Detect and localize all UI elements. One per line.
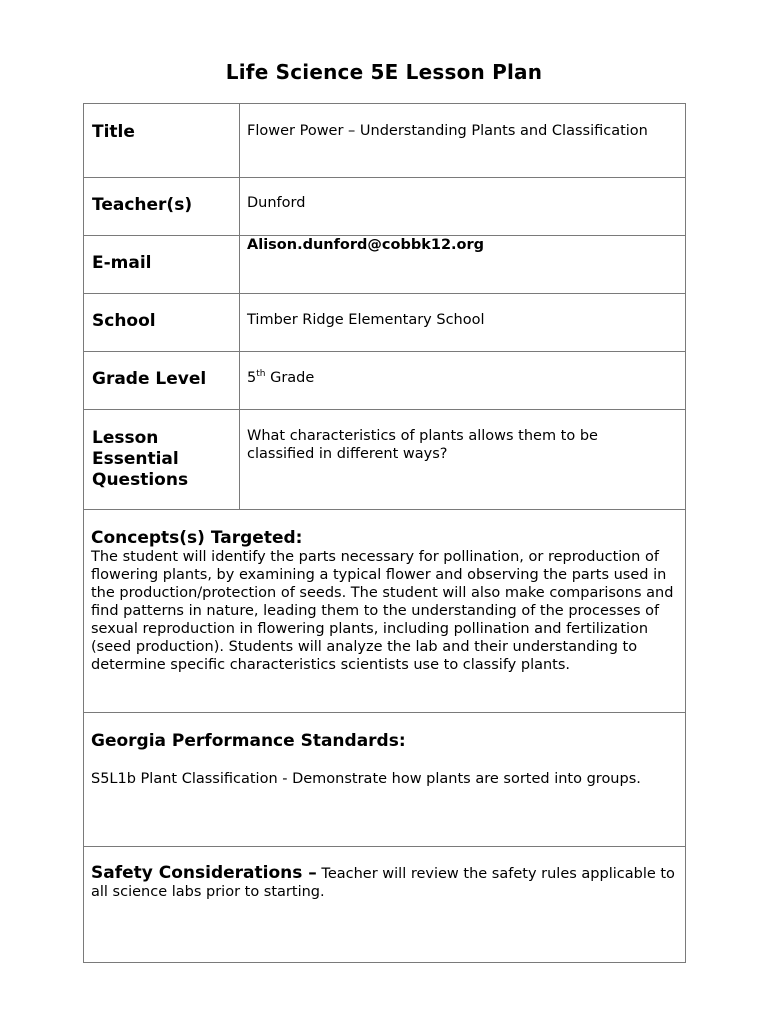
standards-heading: Georgia Performance Standards: [91, 731, 406, 751]
grade-word: Grade [265, 370, 315, 386]
concepts-heading: Concepts(s) Targeted: [91, 528, 303, 548]
table-row-school [84, 294, 686, 352]
concepts-body: The student will identify the parts necessary for pollination, or reproduction of flowering plants, by examining a typical flower and observing the parts used in the production/protection of seeds. The student will also make comparisons and find patterns in nature, leading them to the understanding of the processes of sexual reproduction in flowering plants, including pollination and fertilization (seed production). Students will analyze the lab and their understanding to determine specific characteristics scientists use to classify plants. [91, 549, 674, 673]
value-cell-questions [240, 410, 686, 510]
questions-value: What characteristics of plants allows them to be classified in different ways? [247, 428, 598, 462]
safety-paragraph [91, 863, 679, 901]
title-value: Flower Power – Understanding Plants and Classification [247, 123, 648, 139]
standards-cell [84, 713, 686, 847]
document-title: Life Science 5E Lesson Plan [225, 60, 543, 84]
table-row-title [84, 104, 686, 178]
grade-value [240, 352, 685, 387]
label-cell-title [84, 104, 240, 178]
grade-ordinal-suffix: th [256, 369, 266, 380]
value-cell-title [240, 104, 686, 178]
value-cell-grade [240, 352, 686, 410]
label-cell-questions [84, 410, 240, 510]
table-row-standards [84, 713, 686, 847]
table-row-teacher [84, 178, 686, 236]
school-label: School [92, 311, 156, 331]
label-cell-teacher [84, 178, 240, 236]
table-row-concepts [84, 510, 686, 713]
safety-body: Teacher will review the safety rules applicable to all science labs prior to starting. [91, 866, 675, 900]
value-cell-email [240, 236, 686, 294]
safety-cell [84, 847, 686, 963]
lesson-plan-table [83, 103, 686, 963]
value-cell-teacher [240, 178, 686, 236]
value-cell-school [240, 294, 686, 352]
concepts-cell [84, 510, 686, 713]
label-cell-grade [84, 352, 240, 410]
grade-number: 5 [247, 370, 257, 386]
email-label: E-mail [92, 253, 152, 273]
table-row-safety [84, 847, 686, 963]
table-row-questions [84, 410, 686, 510]
email-value: Alison.dunford@cobbk12.org [247, 237, 485, 253]
safety-heading: Safety Considerations – [91, 863, 317, 883]
table-row-email [84, 236, 686, 294]
questions-label: Lesson Essential Questions [92, 428, 189, 490]
title-label: Title [92, 122, 135, 142]
standards-body: S5L1b Plant Classification - Demonstrate how plants are sorted into groups. [91, 771, 641, 787]
table-row-grade [84, 352, 686, 410]
label-cell-email [84, 236, 240, 294]
school-value: Timber Ridge Elementary School [247, 312, 485, 328]
label-cell-school [84, 294, 240, 352]
grade-label: Grade Level [92, 369, 207, 389]
teacher-value: Dunford [247, 195, 306, 211]
teacher-label: Teacher(s) [92, 195, 193, 215]
